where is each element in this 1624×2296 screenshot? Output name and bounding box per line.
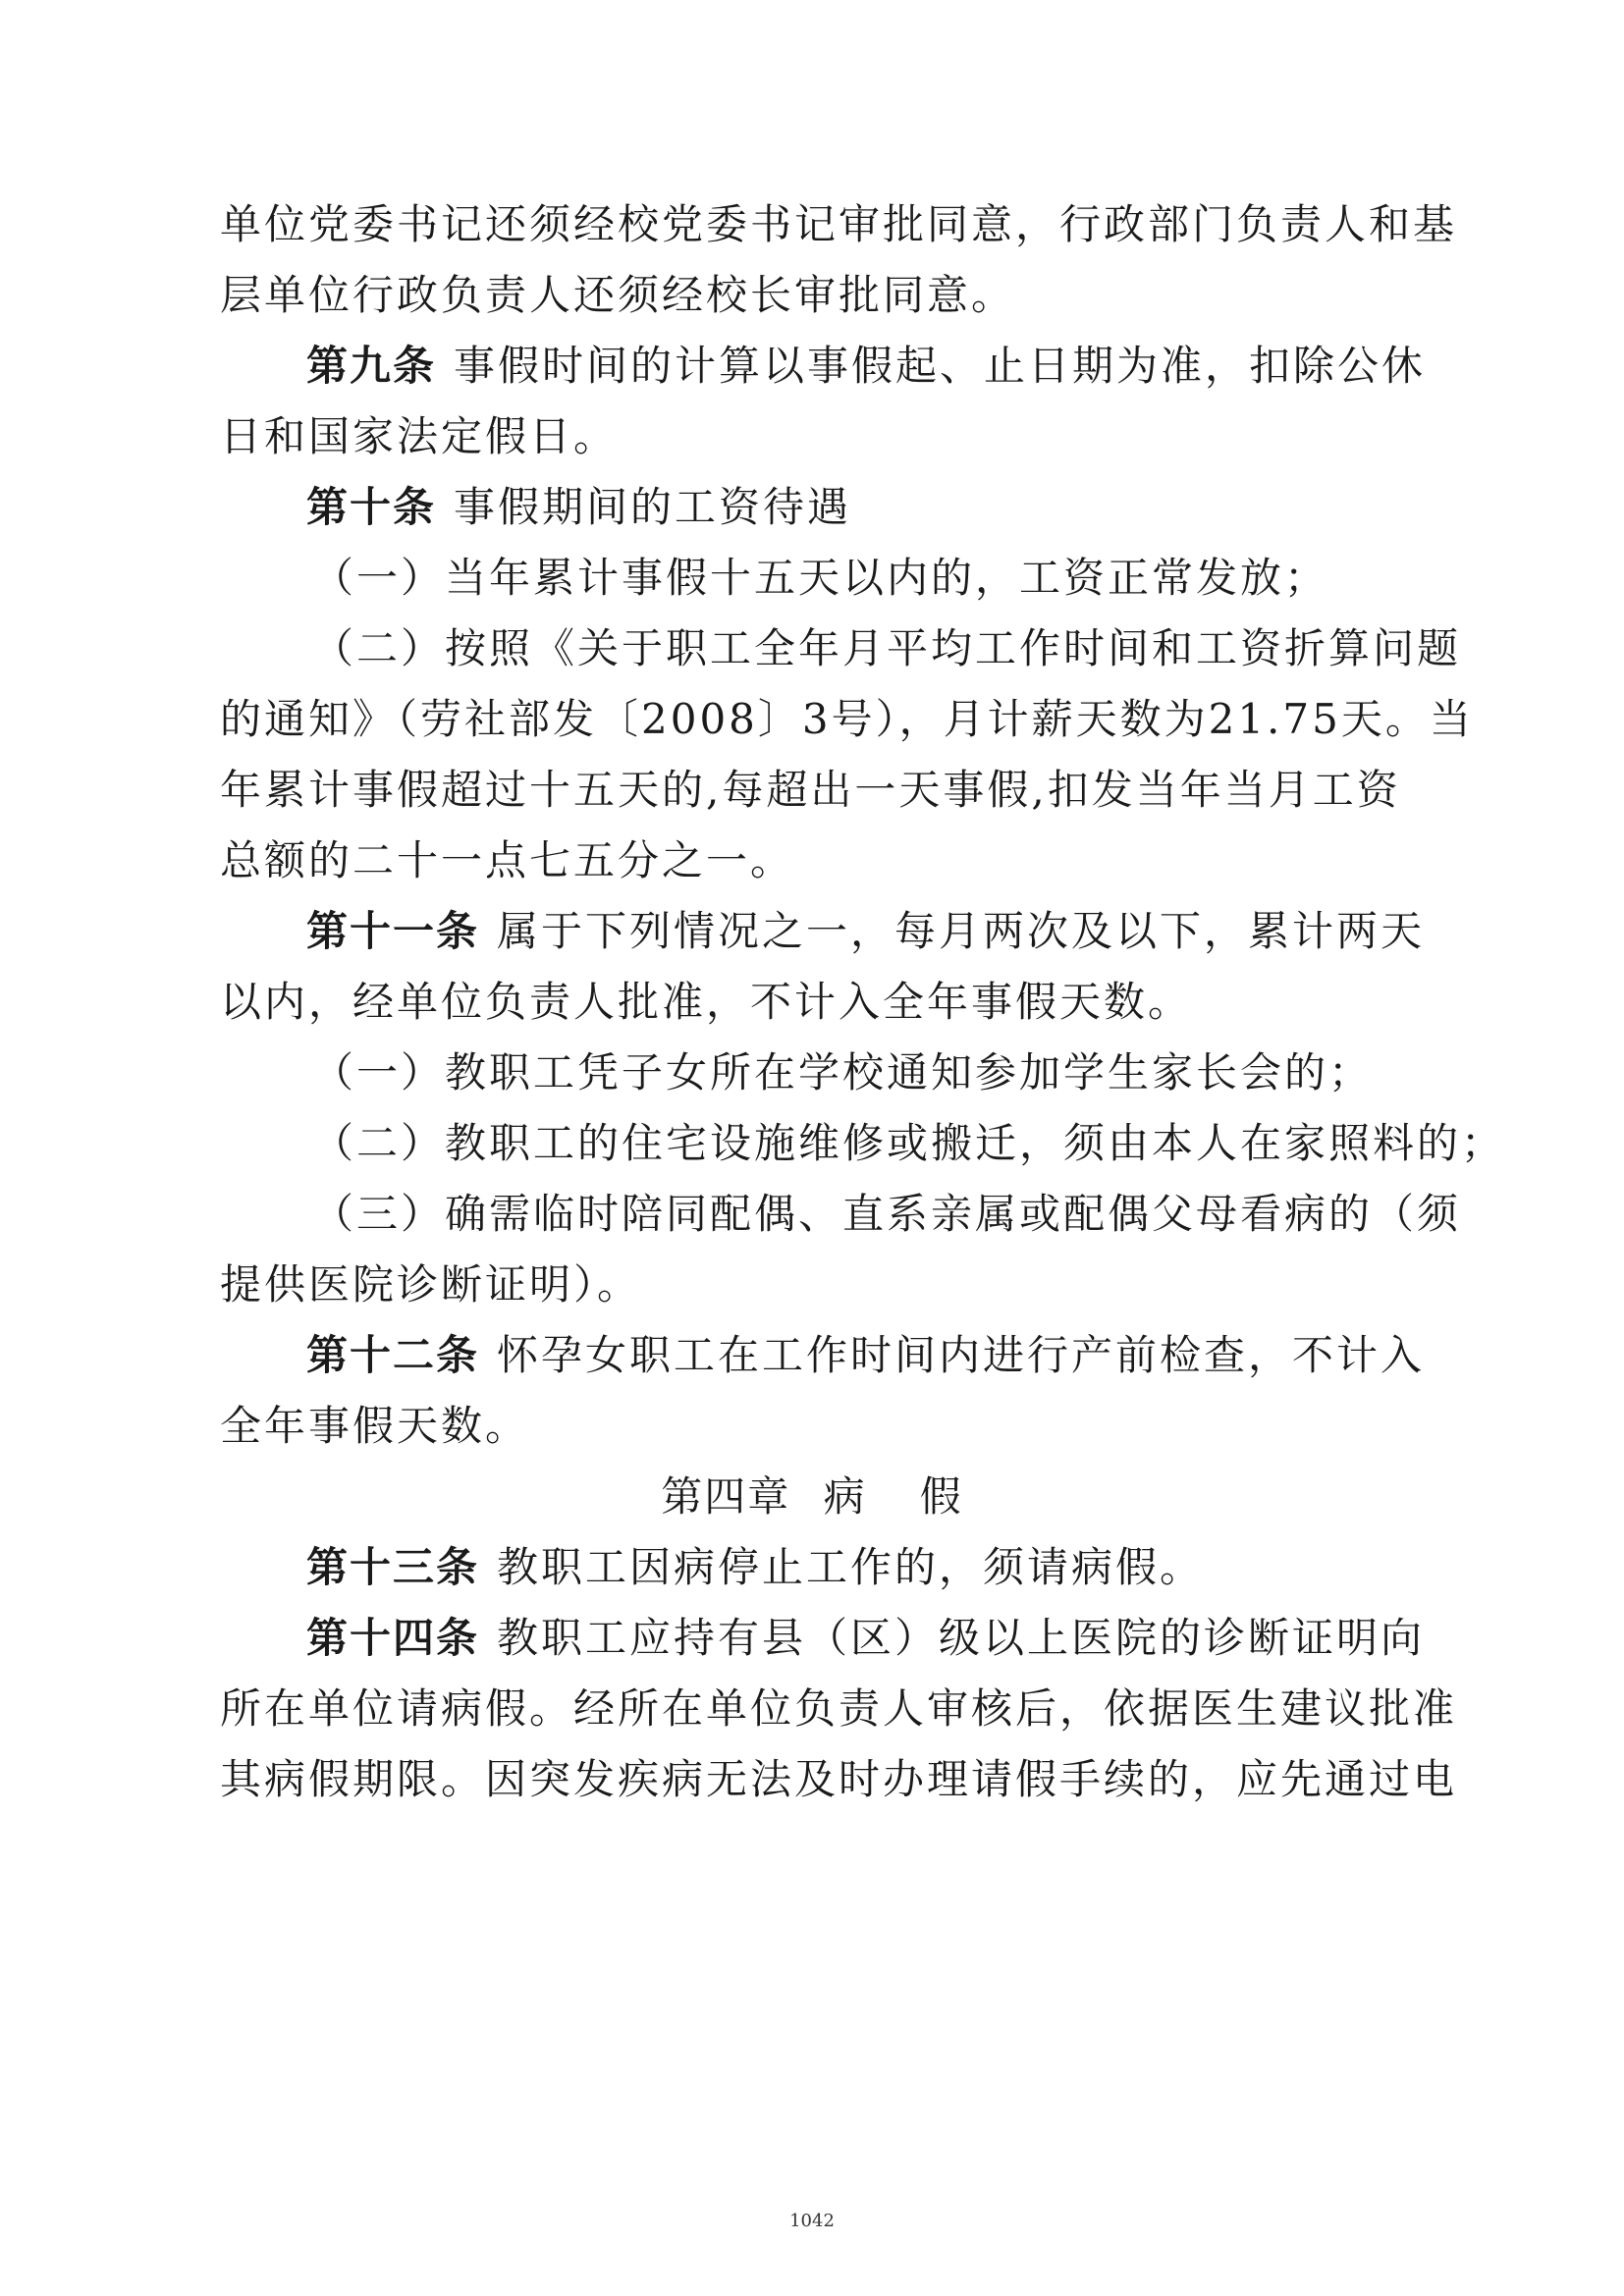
- text-line: 全年事假天数。: [220, 1402, 530, 1450]
- article-12-text: 怀孕女职工在工作时间内进行产前检查，不计入: [497, 1331, 1426, 1379]
- text-line: 总额的二十一点七五分之一。: [220, 836, 795, 884]
- chapter-title-char-2: 假: [919, 1472, 963, 1521]
- text-line: 以内，经单位负责人批准，不计入全年事假天数。: [220, 978, 1193, 1026]
- article-13: [306, 1539, 1437, 1596]
- article-9-text: 事假时间的计算以事假起、止日期为准，扣除公休: [454, 342, 1427, 390]
- text-line: 单位党委书记还须经校党委书记审批同意，行政部门负责人和基: [220, 200, 1458, 248]
- article-14: [306, 1610, 1437, 1667]
- article-12: [306, 1327, 1437, 1384]
- article-10-title: 第十条: [306, 483, 437, 531]
- text-line: 日和国家法定假日。: [220, 412, 619, 460]
- chapter-number: 第四章: [661, 1472, 791, 1521]
- article-10-text: 事假期间的工资待遇: [454, 483, 852, 531]
- page-number: 1042: [789, 2211, 835, 2231]
- list-item: （一）教职工凭子女所在学校通知参加学生家长会的；: [312, 1048, 1374, 1096]
- text-line: 年累计事假超过十五天的,每超出一天事假,扣发当年当月工资: [220, 766, 1401, 814]
- article-11-title: 第十一条: [306, 907, 480, 955]
- list-item: （一）当年累计事假十五天以内的，工资正常发放；: [312, 554, 1329, 602]
- article-14-text: 教职工应持有县（区）级以上医院的诊断证明向: [497, 1614, 1426, 1662]
- text-line: 其病假期限。因突发疾病无法及时办理请假手续的，应先通过电: [220, 1755, 1458, 1803]
- article-10: [306, 479, 1437, 536]
- article-13-title: 第十三条: [306, 1543, 480, 1591]
- article-11: [306, 903, 1437, 960]
- text-line: 的通知》（劳社部发〔2008〕3号），月计薪天数为21.75天。当: [220, 695, 1474, 743]
- text-line: 层单位行政负责人还须经校长审批同意。: [220, 271, 1016, 319]
- chapter-heading: [0, 1468, 1624, 1525]
- chapter-title-char-1: 病: [823, 1472, 867, 1521]
- article-12-title: 第十二条: [306, 1331, 480, 1379]
- article-9: [306, 338, 1437, 395]
- text-line: 提供医院诊断证明）。: [220, 1260, 642, 1308]
- article-9-title: 第九条: [306, 342, 437, 390]
- list-item: （二）按照《关于职工全年月平均工作时间和工资折算问题: [312, 624, 1462, 672]
- text-line: 所在单位请病假。经所在单位负责人审核后，依据医生建议批准: [220, 1684, 1458, 1733]
- list-item: （二）教职工的住宅设施维修或搬迁，须由本人在家照料的；: [312, 1119, 1506, 1167]
- article-14-title: 第十四条: [306, 1614, 480, 1662]
- article-13-text: 教职工因病停止工作的，须请病假。: [497, 1543, 1205, 1591]
- list-item: （三）确需临时陪同配偶、直系亲属或配偶父母看病的（须: [312, 1190, 1462, 1238]
- article-11-text: 属于下列情况之一，每月两次及以下，累计两天: [497, 907, 1426, 955]
